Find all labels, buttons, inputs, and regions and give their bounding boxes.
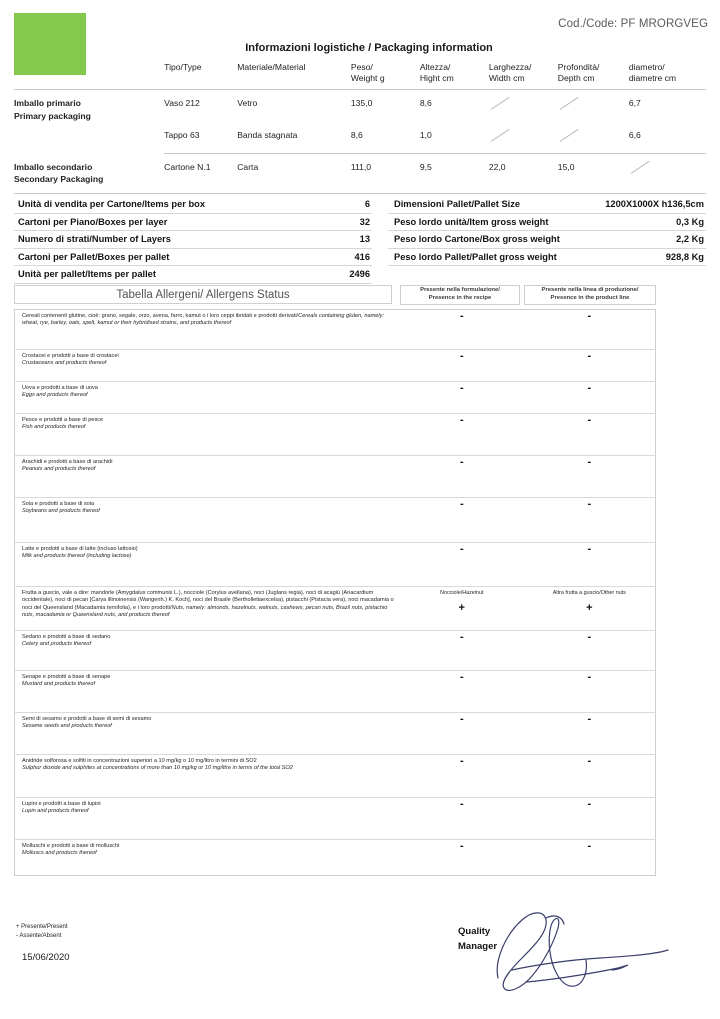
allergens-col-header-recipe: Presente nella formulazione/ Presence in the recipe (400, 285, 520, 305)
list-item (388, 231, 706, 249)
packaging-table-body (14, 90, 706, 193)
allergen-line-status: - (524, 382, 656, 414)
allergen-recipe-status: - (400, 631, 524, 671)
allergen-recipe-status: - (459, 840, 464, 852)
table-row (15, 587, 656, 631)
logistics-label: Numero di strati/Number of Layers (18, 234, 171, 244)
list-item (14, 266, 372, 284)
table-row (15, 456, 656, 498)
logistics-list-left (14, 196, 372, 284)
allergen-line-status: - (524, 350, 656, 382)
cell-materiale: Vetro (237, 90, 351, 122)
allergen-line-status: - (524, 631, 656, 671)
col-header-diametro: diametro/ diametre cm (628, 62, 677, 83)
allergen-line-status: - (524, 456, 656, 498)
table-row (15, 382, 656, 414)
legend (16, 923, 68, 942)
cell-larghezza (489, 122, 558, 154)
table-row (15, 498, 656, 543)
table-row (14, 90, 706, 122)
allergen-line-note: Altra frutta a guscio/Other nuts (552, 590, 626, 596)
col-header-materiale: Materiale/Material (237, 62, 306, 72)
legend-absent: - Assente/Absent (16, 933, 62, 940)
allergen-name: Sedano e prodotti a base di sedano Celery and products thereof (15, 631, 400, 671)
cell-peso: 8,6 (351, 122, 420, 154)
cell-altezza: 9,5 (420, 154, 489, 193)
logistics-list-right (388, 196, 706, 266)
allergen-recipe-status: - (400, 382, 524, 414)
list-item (14, 231, 372, 249)
allergen-line-status: - (524, 414, 656, 456)
allergen-name: Soia e prodotti a base di soia Soybeans and products thereof (15, 498, 400, 543)
cell-larghezza (489, 90, 558, 122)
list-item (388, 196, 706, 214)
table-row (15, 798, 656, 840)
allergen-recipe-status: - (400, 671, 524, 713)
logistics-value: 928,8 Kg (665, 251, 704, 262)
list-item (388, 249, 706, 267)
logistics-value: 6 (364, 199, 370, 209)
col-header-peso: Peso/ Weight g (350, 62, 385, 83)
cell-profondita: 15,0 (558, 154, 629, 193)
cell-altezza: 1,0 (420, 122, 489, 154)
table-row (15, 671, 656, 713)
table-row (15, 350, 656, 382)
table-row (15, 414, 656, 456)
allergen-name: Frutta a guscio, vale a dire: mandorle (Amygdalus communis L.), nocciole (Corylus avellana), noci (Juglans regia), noci di acagiù (Anacardium occidentale), noci di pecan [Carya illinoinensis (Wangenh.) K. Koch], noci del Brasile (Bertholletiaexcelsa), pistacchi (Pistacia vera), noci macadamia o noci del Queensland (Macadamia ternifolia), e i loro prodotti/Nuts, namely: almonds, hazelnuts, walnuts, cashews, pecan nuts, Brazil nuts, pistachio nuts, macadamia or Queensland nuts, and products thereof (15, 587, 400, 631)
col-header-tipo: Tipo/Type (164, 62, 202, 72)
list-item (14, 214, 372, 232)
allergen-name: Anidride solforosa e solfiti in concentrazioni superiori a 10 mg/kg o 10 mg/litro in termini di SO2 Sulphur dioxide and sulphites at concentrations of more than 10 mg/kg or 10 mg/litre in terms of the total SO2 (15, 755, 400, 798)
allergen-line-status: Altra frutta a guscio/Other nuts + (524, 587, 656, 631)
allergen-name: Crostacei e prodotti a base di crostacei Crustaceans and products thereof (15, 350, 400, 382)
col-header-larghezza: Larghezza/ Width cm (488, 62, 532, 83)
allergen-name: Latte e prodotti a base di latte (incluso lattosio) Milk and products thereof (including lactose) (15, 543, 400, 587)
packaging-table-head (14, 60, 706, 90)
list-item (388, 214, 706, 232)
logistics-value: 32 (359, 216, 370, 227)
allergen-name: Semi di sesamo e prodotti a base di semi di sesamo Sesame seeds and products thereof (15, 713, 400, 755)
empty-slash-icon (489, 97, 515, 111)
logistics-value: 416 (354, 251, 370, 262)
allergen-recipe-status: - (400, 543, 524, 587)
logistics-value: 1200X1000X h136,5cm (605, 199, 704, 209)
allergen-line-status: - (524, 798, 656, 840)
allergen-name: Senape e prodotti a base di senape Mustard and products thereof (15, 671, 400, 713)
table-row (15, 755, 656, 798)
logistics-label: Peso lordo unità/Item gross weight (394, 216, 549, 227)
table-row (15, 631, 656, 671)
table-row (15, 310, 656, 350)
logistics-value: 0,3 Kg (676, 216, 704, 227)
cell-tipo: Tappo 63 (164, 122, 237, 154)
logistics-value: 2,2 Kg (676, 234, 704, 244)
allergen-line-status: - (524, 713, 656, 755)
allergen-recipe-status: - (400, 498, 524, 543)
logistics-label: Cartoni per Piano/Boxes per layer (18, 216, 168, 227)
allergen-recipe-status: - (400, 310, 524, 350)
table-row (15, 543, 656, 587)
packaging-table (14, 60, 706, 194)
allergen-recipe-status: Nocciole/Hazelnut + (400, 587, 524, 631)
logistics-label: Unità di vendita per Cartone/Items per box (18, 199, 206, 209)
empty-slash-icon (558, 97, 584, 111)
allergen-name: Pesce e prodotti a base di pesce Fish and products thereof (15, 414, 400, 456)
table-row (15, 840, 656, 876)
cell-diametro: 6,7 (629, 90, 706, 122)
cell-tipo: Cartone N.1 (164, 154, 237, 193)
allergen-recipe-note: Nocciole/Hazelnut (440, 590, 484, 596)
allergens-table-title: Tabella Allergeni/ Allergens Status (14, 285, 392, 304)
allergen-name: Uova e prodotti a base di uova Eggs and products thereof (15, 382, 400, 414)
logistics-label: Peso lordo Pallet/Pallet gross weight (394, 251, 557, 262)
allergen-line-status: - (524, 498, 656, 543)
cell-diametro: 6,6 (629, 122, 706, 154)
packaging-group-primary-label: Imballo primario Primary packaging (14, 90, 164, 154)
list-item (14, 196, 372, 214)
signer-title: Quality Manager (458, 926, 498, 952)
signature-image (470, 900, 700, 1000)
cell-peso: 135,0 (351, 90, 420, 122)
list-item (14, 249, 372, 267)
logistics-label: Dimensioni Pallet/Pallet Size (394, 199, 521, 209)
cell-larghezza: 22,0 (489, 154, 558, 193)
allergen-name: Arachidi e prodotti a base di arachidi Peanuts and products thereof (15, 456, 400, 498)
document-date: 15/06/2020 (22, 952, 70, 963)
allergen-name: Cereali contenenti glutine, cioè: grano, segale, orzo, avena, farro, kamut o i loro ceppi ibridati e prodotti derivati/Cereals containing gluten, namely: wheat, rye, barley, oats, spelt, kamut or their hybridised strains, and products thereof (15, 310, 400, 350)
product-code: Cod./Code: PF MRORGVEG (558, 18, 708, 30)
table-row (15, 713, 656, 755)
allergen-recipe-status: - (400, 755, 524, 798)
col-header-profondita: Profondità/ Depth cm (557, 62, 600, 83)
allergens-col-header-line: Presente nella linea di produzione/ Presence in the product line (524, 285, 656, 305)
packaging-group-secondary-label: Imballo secondario Secondary Packaging (14, 154, 164, 193)
cell-diametro (629, 154, 706, 193)
allergen-name: Molluschi e prodotti a base di molluschi Molluscs and products thereof (22, 843, 120, 857)
allergen-line-status: - (587, 840, 592, 852)
allergen-name: Lupini e prodotti a base di lupini Lupin and products thereof (15, 798, 400, 840)
logistics-label: Peso lordo Cartone/Box gross weight (394, 234, 560, 244)
cell-materiale: Carta (237, 154, 351, 193)
allergen-line-status: - (524, 755, 656, 798)
cell-profondita (558, 122, 629, 154)
logistics-value: 13 (359, 234, 370, 244)
packaging-header-row (14, 60, 706, 90)
cell-altezza: 8,6 (420, 90, 489, 122)
logistics-value: 2496 (349, 269, 370, 279)
allergen-recipe-status: - (400, 414, 524, 456)
empty-slash-icon (558, 129, 584, 143)
empty-slash-icon (489, 129, 515, 143)
allergen-recipe-status: - (400, 456, 524, 498)
legend-present: + Presente/Present (16, 924, 68, 930)
allergen-line-status: - (524, 671, 656, 713)
logistics-label: Cartoni per Pallet/Boxes per pallet (18, 251, 170, 262)
allergen-recipe-status: - (400, 713, 524, 755)
allergens-table-body (15, 310, 656, 876)
cell-peso: 111,0 (351, 154, 420, 193)
col-header-altezza: Altezza/ Hight cm (419, 62, 454, 83)
empty-slash-icon (629, 161, 655, 175)
col-header-label (14, 60, 164, 90)
logistics-label: Unità per pallet/Items per pallet (18, 269, 156, 279)
allergen-recipe-status: - (400, 798, 524, 840)
allergen-line-status: - (524, 310, 656, 350)
cell-materiale: Banda stagnata (237, 122, 351, 154)
packaging-section-title: Informazioni logistiche / Packaging information (245, 42, 493, 54)
table-row (14, 154, 706, 193)
allergen-recipe-status: - (400, 350, 524, 382)
allergens-table (14, 309, 656, 876)
cell-tipo: Vaso 212 (164, 90, 237, 122)
cell-profondita (558, 90, 629, 122)
allergen-line-status: - (524, 543, 656, 587)
